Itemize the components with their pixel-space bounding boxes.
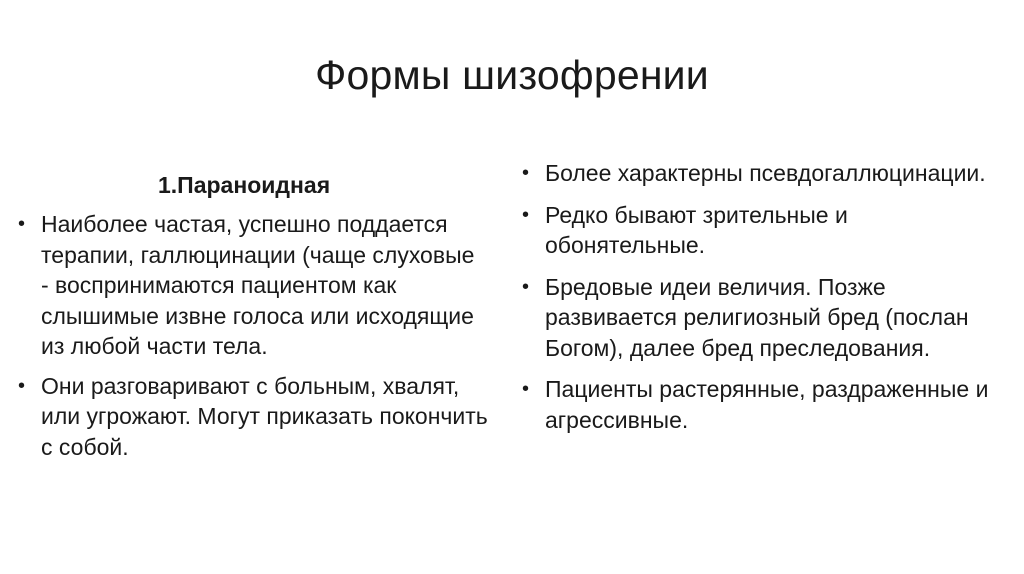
right-bullet-item [522, 200, 1012, 261]
bullet-icon: • [522, 275, 530, 298]
right-bullet-text: Пациенты растерянные, раздраженные и агрессивные. [545, 376, 989, 433]
right-bullet-text: Редко бывают зрительные и обонятельные. [545, 201, 848, 258]
right-bullet-text: Более характерны псевдогаллюцинации. [545, 160, 986, 186]
left-column [18, 170, 488, 471]
left-bullet-list [18, 209, 488, 462]
right-bullet-item [522, 374, 1012, 435]
right-bullet-text: Бредовые идеи величия. Позже развивается религиозный бред (послан Богом), далее бред преследования. [545, 273, 969, 361]
bullet-icon: • [18, 213, 26, 235]
bullet-icon: • [522, 162, 530, 184]
right-bullet-item [522, 158, 1012, 189]
left-bullet-item [18, 209, 488, 362]
bullet-icon: • [522, 203, 530, 226]
right-column [522, 158, 1012, 446]
slide-title: Формы шизофрении [315, 52, 709, 98]
right-bullet-list [522, 158, 1012, 435]
left-bullet-item [18, 371, 488, 463]
bullet-icon: • [522, 378, 530, 400]
left-bullet-text: Они разговаривают с больным, хвалят, или угрожают. Могут приказать покончить с собой. [41, 372, 488, 460]
left-bullet-text: Наиболее частая, успешно поддается терапии, галлюцинации (чаще слуховые - воспринимаются пациентом как слышимые извне голоса или исходящие из любой части тела. [41, 211, 475, 359]
bullet-icon: • [18, 374, 26, 397]
paranoid-heading: 1.Параноидная [158, 172, 331, 198]
right-bullet-item [522, 272, 1012, 364]
